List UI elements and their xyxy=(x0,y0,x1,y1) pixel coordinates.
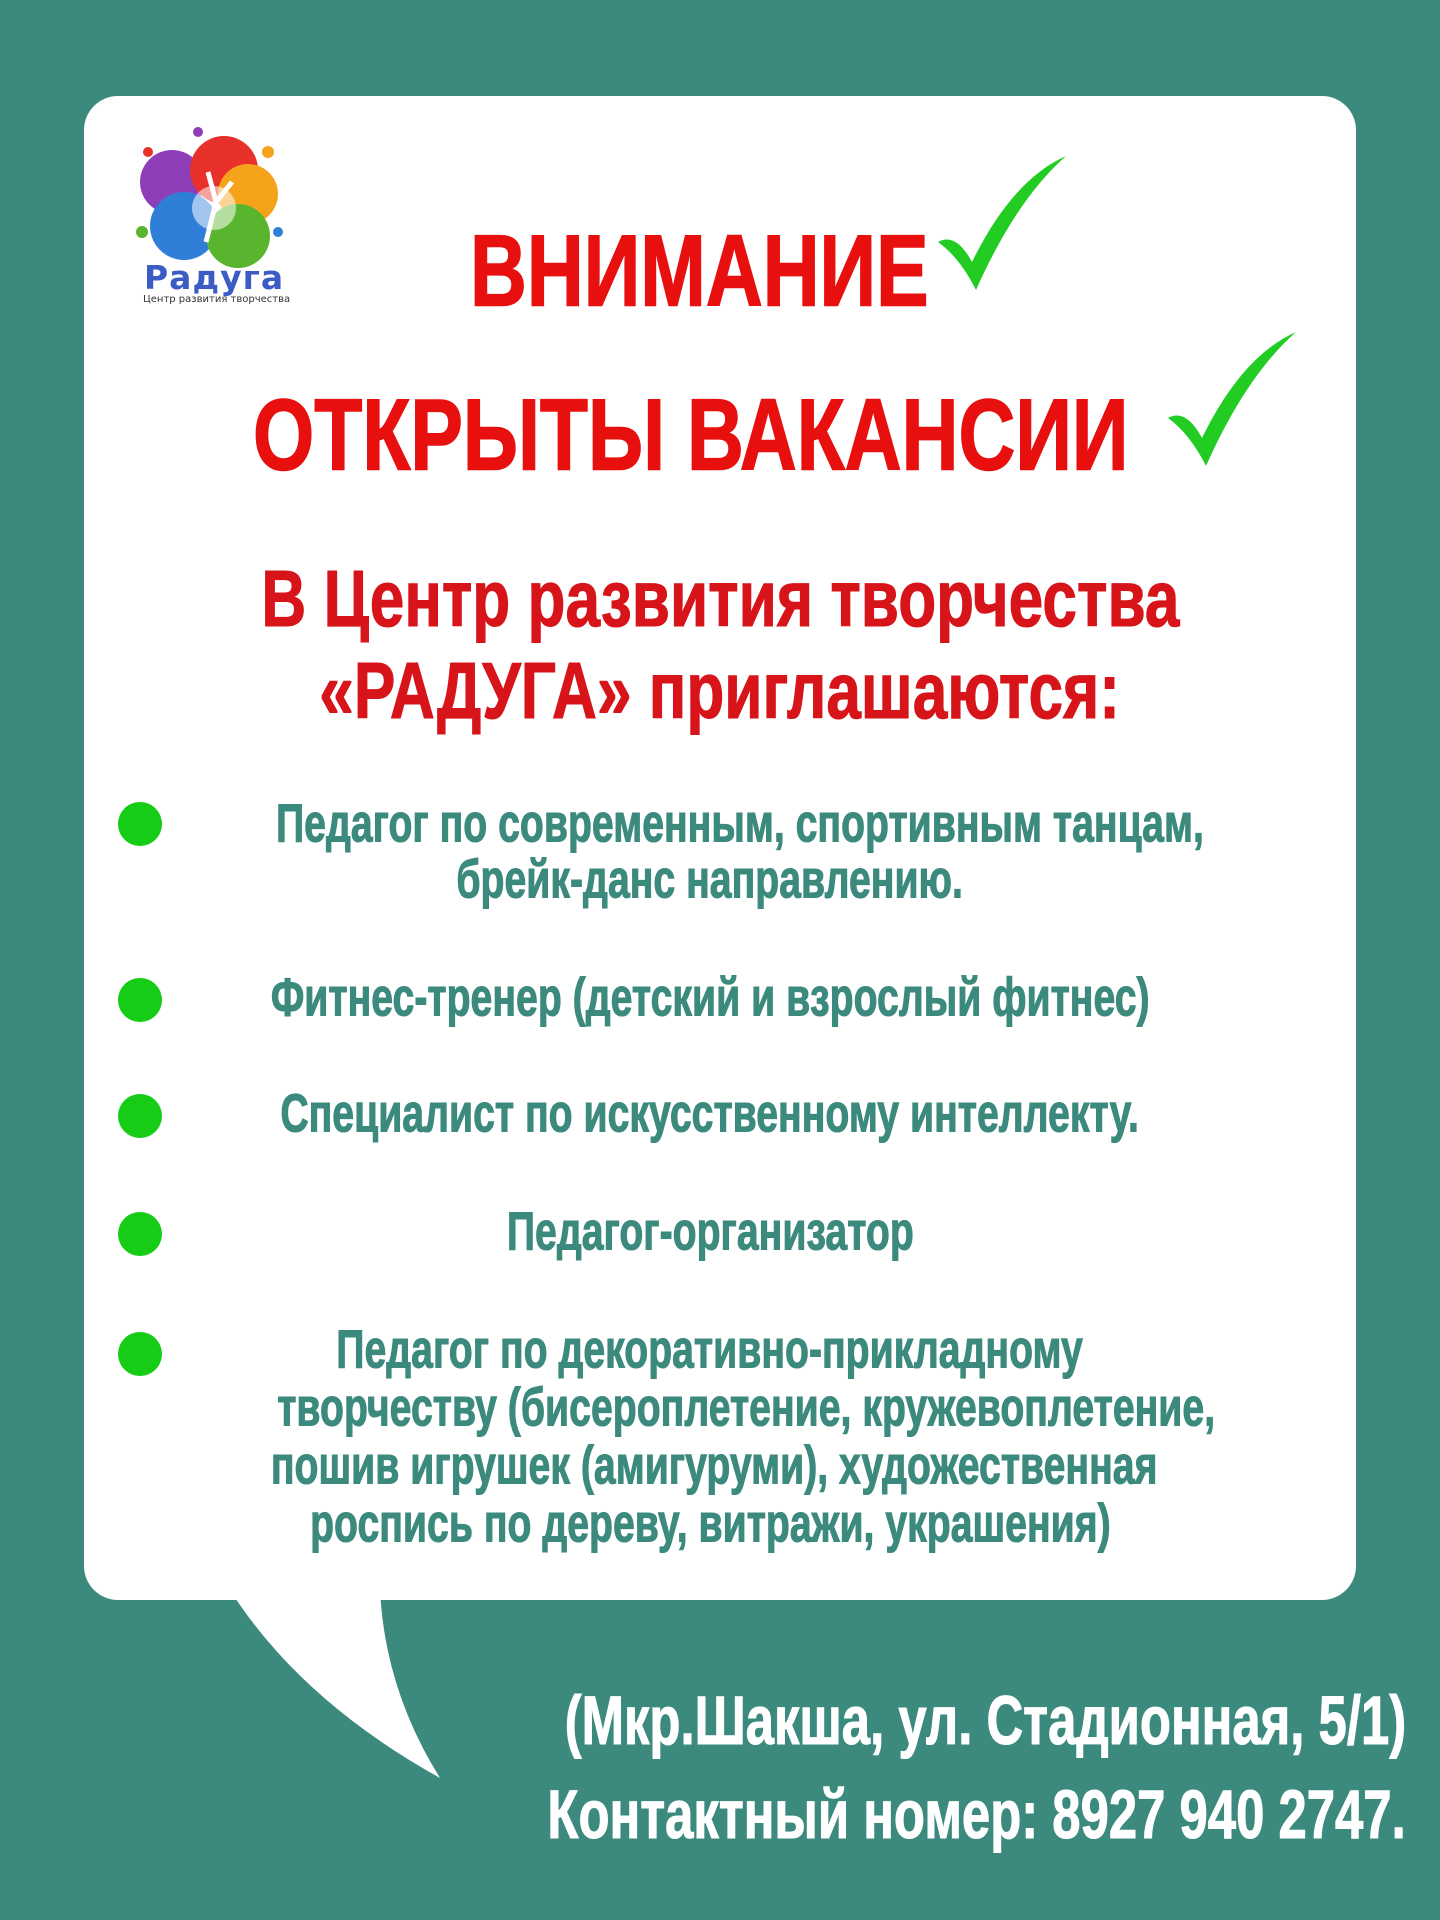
checkmark-icon xyxy=(1162,326,1302,476)
vacancy-5-line-4: роспись по дереву, витражи, украшения) xyxy=(309,1494,1111,1554)
checkmark-icon xyxy=(932,150,1072,300)
vacancy-5-line-2: творчеству (бисероплетение, кружевоплетение, xyxy=(277,1378,1216,1438)
vacancy-5-line-1: Педагог по декоративно-прикладному xyxy=(336,1320,1084,1380)
bullet-icon xyxy=(118,978,162,1022)
vacancy-2: Фитнес-тренер (детский и взрослый фитнес) xyxy=(270,968,1150,1028)
bullet-icon xyxy=(118,802,162,846)
bullet-icon xyxy=(118,1332,162,1376)
headline-vacancies: ОТКРЫТЫ ВАКАНСИИ xyxy=(253,379,1129,492)
headline-attention: ВНИМАНИЕ xyxy=(470,215,929,328)
subheading-line-2: «РАДУГА» приглашаются: xyxy=(319,645,1121,736)
vacancy-1-line-2: брейк-данс направлению. xyxy=(456,850,964,910)
vacancy-3: Специалист по искусственному интеллекту. xyxy=(280,1084,1140,1144)
address-text: (Мкр.Шакша, ул. Стадионная, 5/1) xyxy=(564,1683,1406,1760)
logo-subtitle: Центр развития творчества xyxy=(143,294,291,305)
bullet-icon xyxy=(118,1094,162,1138)
vacancy-4: Педагог-организатор xyxy=(506,1202,914,1262)
contact-number: Контактный номер: 8927 940 2747. xyxy=(547,1777,1406,1854)
vacancy-5-line-3: пошив игрушек (амигуруми), художественная xyxy=(270,1436,1158,1496)
subheading-line-1: В Центр развития творчества xyxy=(261,553,1179,644)
vacancy-1-line-1: Педагог по современным, спортивным танцам, xyxy=(275,794,1204,854)
logo-name: Радуга xyxy=(144,258,285,297)
bullet-icon xyxy=(118,1212,162,1256)
